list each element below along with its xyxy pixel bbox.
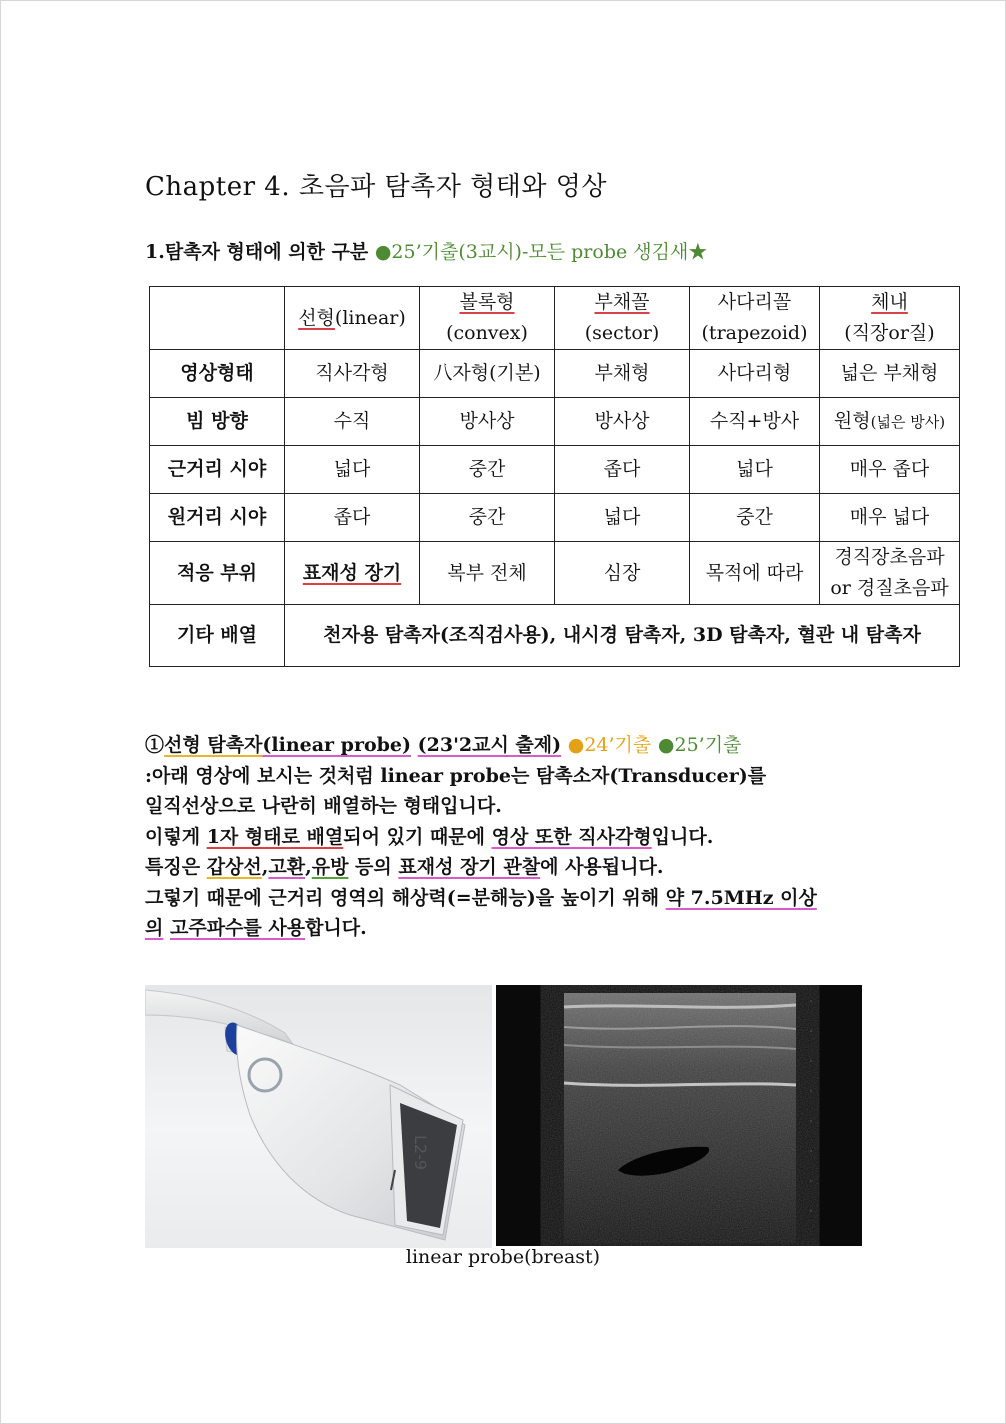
table-row bbox=[150, 542, 960, 605]
section-heading bbox=[145, 237, 707, 264]
ultrasound-image bbox=[496, 985, 862, 1246]
paragraph-line: 일직선상으로 나란히 배열하는 형태입니다. bbox=[145, 795, 502, 817]
paragraph-line: 이렇게 1자 형태로 배열되어 있기 때문에 영상 또한 직사각형입니다. bbox=[145, 825, 714, 848]
image-row bbox=[145, 985, 862, 1248]
row-label: 영상형태 bbox=[150, 350, 285, 398]
section-heading-text: 1.탐촉자 형태에 의한 구분 bbox=[145, 241, 375, 263]
paragraph-line: 의 고주파수를 사용합니다. bbox=[145, 917, 367, 939]
table-cell: 중간 bbox=[420, 446, 555, 494]
table-cell: 원형(넓은 방사) bbox=[820, 398, 960, 446]
paragraph-line: 그렇기 때문에 근거리 영역의 해상력(=분해능)을 높이기 위해 약 7.5MHz 이상 bbox=[145, 886, 817, 909]
table-cell: 매우 좁다 bbox=[820, 446, 960, 494]
table-cell: 표재성 장기 bbox=[285, 542, 420, 605]
paragraph-line: ①선형 탐촉자(linear probe) (23'2교시 출제) ●24’기출 ●25’기출 bbox=[145, 734, 742, 756]
table-cell: 심장 bbox=[555, 542, 690, 605]
header-intracavity: 체내 (직장or질) bbox=[820, 287, 960, 350]
table-cell: 중간 bbox=[690, 494, 820, 542]
table-cell: 좁다 bbox=[555, 446, 690, 494]
row-label: 원거리 시야 bbox=[150, 494, 285, 542]
probe-illustration bbox=[145, 985, 492, 1248]
table-cell: 복부 전체 bbox=[420, 542, 555, 605]
image-caption: linear probe(breast) bbox=[405, 1246, 601, 1268]
table-cell: 중간 bbox=[420, 494, 555, 542]
table-cell: 방사상 bbox=[555, 398, 690, 446]
table-row bbox=[150, 605, 960, 667]
table-cell: 매우 넓다 bbox=[820, 494, 960, 542]
table-cell: 넓다 bbox=[555, 494, 690, 542]
header-linear: 선형(linear) bbox=[285, 287, 420, 350]
table-cell: 좁다 bbox=[285, 494, 420, 542]
row-label: 빔 방향 bbox=[150, 398, 285, 446]
table-cell: 경직장초음파 or 경질초음파 bbox=[820, 542, 960, 605]
table-cell: 사다리형 bbox=[690, 350, 820, 398]
table-cell: 넓다 bbox=[285, 446, 420, 494]
paragraph-line: :아래 영상에 보시는 것처럼 linear probe는 탐촉소자(Transducer)를 bbox=[145, 764, 767, 787]
header-trapezoid: 사다리꼴 (trapezoid) bbox=[690, 287, 820, 350]
paragraph-line: 특징은 갑상선,고환,유방 등의 표재성 장기 관찰에 사용됩니다. bbox=[145, 856, 664, 878]
table-cell: 八자형(기본) bbox=[420, 350, 555, 398]
row-label: 적응 부위 bbox=[150, 542, 285, 605]
linear-probe-photo bbox=[145, 985, 492, 1248]
merged-cell: 천자용 탐촉자(조직검사용), 내시경 탐촉자, 3D 탐촉자, 혈관 내 탐촉자 bbox=[285, 605, 960, 667]
table-cell: 직사각형 bbox=[285, 350, 420, 398]
table-row bbox=[150, 446, 960, 494]
exam-tag: ●25’기출(3교시)-모든 probe 생김새★ bbox=[374, 241, 708, 263]
table-cell: 목적에 따라 bbox=[690, 542, 820, 605]
ultrasound-scan bbox=[496, 985, 862, 1246]
row-label: 근거리 시야 bbox=[150, 446, 285, 494]
row-label: 기타 배열 bbox=[150, 605, 285, 667]
linear-probe-paragraph bbox=[145, 730, 905, 944]
table-header-row bbox=[150, 287, 960, 350]
header-convex: 볼록형 (convex) bbox=[420, 287, 555, 350]
table-row bbox=[150, 494, 960, 542]
header-sector: 부채꼴 (sector) bbox=[555, 287, 690, 350]
table-cell: 넓은 부채형 bbox=[820, 350, 960, 398]
table-row bbox=[150, 398, 960, 446]
table-cell: 수직 bbox=[285, 398, 420, 446]
probe-type-table bbox=[149, 286, 960, 667]
table-cell: 수직+방사 bbox=[690, 398, 820, 446]
table-cell: 방사상 bbox=[420, 398, 555, 446]
probe-model-label: L2-9 bbox=[411, 1135, 430, 1171]
table-cell: 부채형 bbox=[555, 350, 690, 398]
table-row bbox=[150, 350, 960, 398]
table-cell: 넓다 bbox=[690, 446, 820, 494]
header-empty-cell bbox=[150, 287, 285, 350]
chapter-title: Chapter 4. 초음파 탐촉자 형태와 영상 bbox=[145, 172, 607, 202]
